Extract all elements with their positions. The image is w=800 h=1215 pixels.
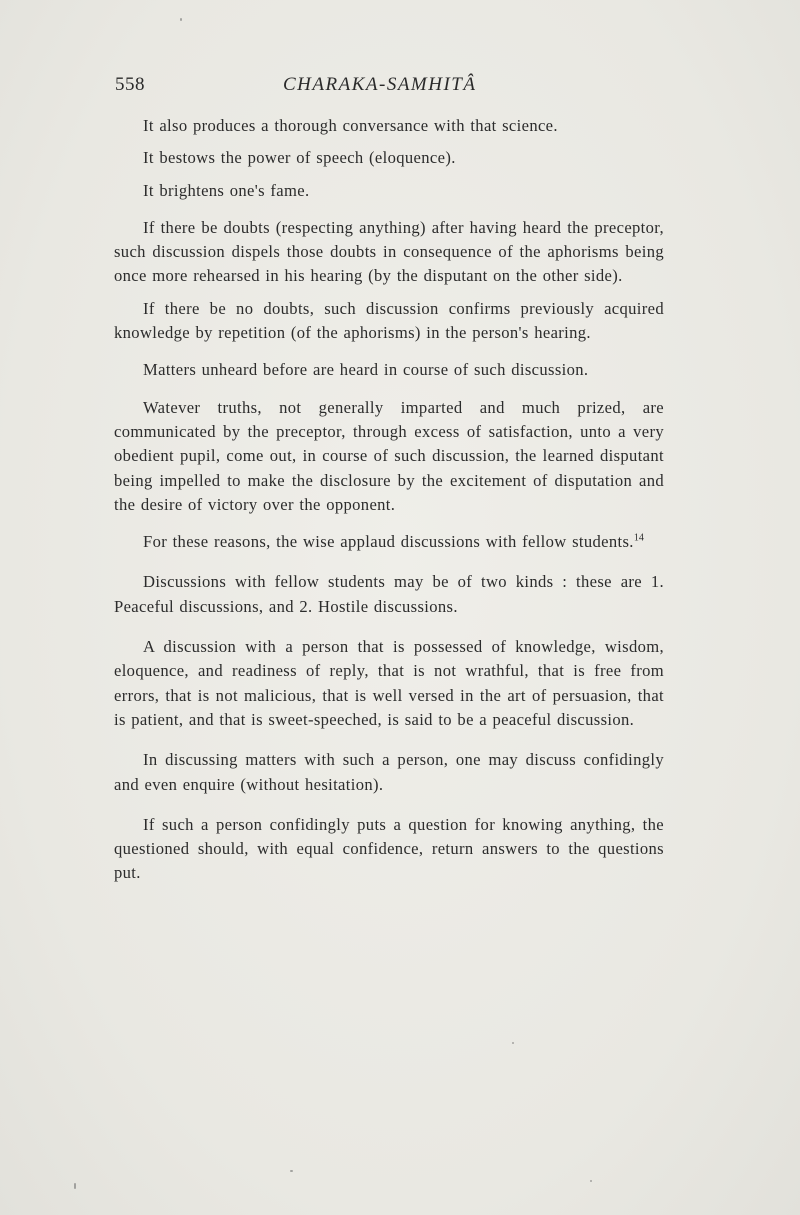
paper-speck [74, 1183, 76, 1189]
paragraph-8 [114, 530, 664, 554]
paper-speck [290, 1170, 293, 1172]
paragraph-11: In discussing matters with such a person, one may discuss confidingly and even enquire (without hesitation). [114, 750, 664, 794]
paragraph-6: Matters unheard before are heard in course of such discussion. [143, 360, 589, 380]
paper-speck [590, 1180, 592, 1182]
paragraph-8-text: For these reasons, the wise applaud discussions with fellow students. [143, 532, 634, 552]
paragraph-12: If such a person confidingly puts a question for knowing anything, the questioned should, with equal confidence, return answers to the questions put. [114, 814, 664, 883]
paragraph-3: It brightens one's fame. [143, 180, 310, 200]
body-text [114, 114, 664, 886]
paragraph-7: Watever truths, not generally imparted and much prized, are communicated by the preceptor, through excess of satisfaction, unto a very obedient pupil, come out, in course of such discussion, the learned disputant being impelled to make the disclosure by the excitement of disputation and the desire of victory over the opponent. [114, 397, 664, 514]
paragraph-5: If there be no doubts, such discussion confirms previously acquired knowledge by repetition (of the aphorisms) in the person's hearing. [114, 298, 664, 343]
paragraph-2: It bestows the power of speech (eloquence). [143, 148, 456, 168]
page-header [115, 74, 675, 104]
paper-speck [512, 1042, 514, 1044]
paragraph-4: If there be doubts (respecting anything) after having heard the preceptor, such discussion dispels those doubts in consequence of the aphorisms being once more rehearsed in his hearing (by the disputant on the other side). [114, 217, 664, 286]
paragraph-9: Discussions with fellow students may be of two kinds : these are 1. Peaceful discussions, and 2. Hostile discussions. [114, 572, 664, 616]
paragraph-10: A discussion with a person that is possessed of knowledge, wisdom, eloquence, and readiness of reply, that is not wrathful, that is free from errors, that is not malicious, that is well versed in the art of persuasion, that is patient, and that is sweet-speeched, is said to be a peaceful discussion. [114, 637, 664, 729]
paper-speck [180, 18, 182, 21]
page-number: 558 [115, 74, 145, 95]
running-title: CHARAKA-SAMHITÂ [283, 74, 477, 95]
paragraph-1: It also produces a thorough conversance with that science. [143, 116, 558, 135]
footnote-marker: 14 [633, 532, 644, 544]
